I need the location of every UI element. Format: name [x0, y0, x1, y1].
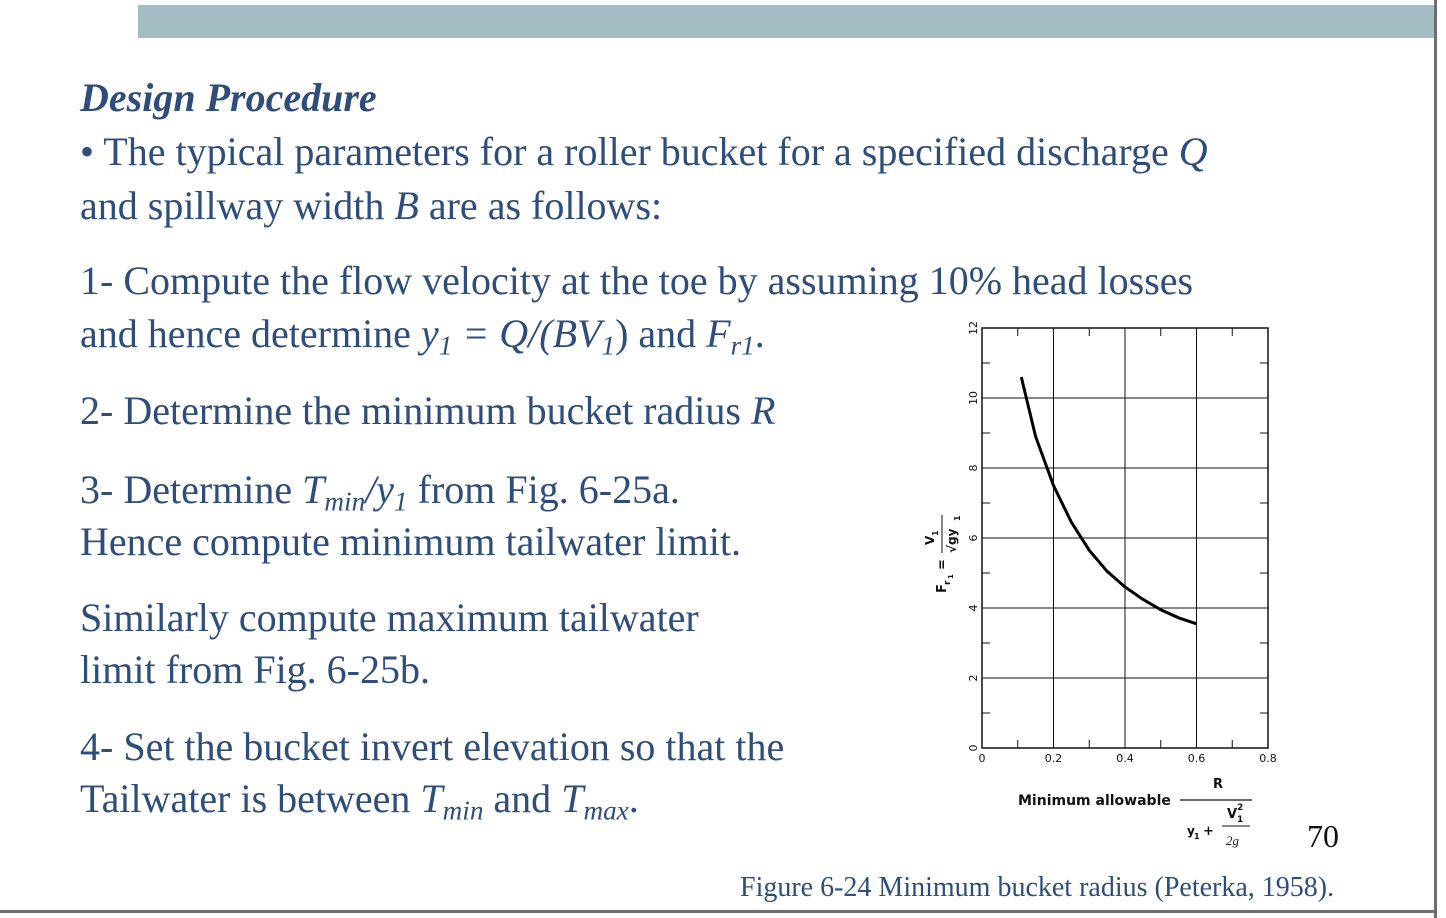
- x-tick-label: 0: [978, 752, 986, 765]
- y-tick-label: 4: [967, 604, 980, 612]
- data-series-line: [1021, 377, 1196, 624]
- x-axis-frac-y-sub: 1: [1194, 832, 1200, 841]
- x-axis-frac-V: V: [1227, 807, 1238, 822]
- intro-line-1: • The typical parameters for a roller bucket for a specified discharge Q: [80, 129, 1208, 174]
- y-axis-denominator-sub: 1: [953, 515, 962, 521]
- y-axis-F-subsub: 1: [947, 574, 955, 579]
- x-axis-title-prefix: Minimum allowable: [1018, 793, 1171, 809]
- step4-line-1: 4- Set the bucket invert elevation so that the: [80, 724, 785, 769]
- y-axis-title: [923, 515, 962, 593]
- y-axis-numerator: V: [923, 535, 937, 545]
- y-tick-label: 2: [967, 674, 980, 682]
- step2: 2- Determine the minimum bucket radius R: [80, 388, 776, 433]
- x-axis-frac-V-sup: 2: [1237, 803, 1244, 813]
- similarly-line-1: Similarly compute maximum tailwater: [80, 595, 699, 640]
- similarly-line-2: limit from Fig. 6-25b.: [80, 647, 430, 692]
- chart-tick-labels: [967, 321, 1277, 765]
- x-tick-label: 0.4: [1116, 752, 1134, 765]
- step3-line-2: Hence compute minimum tailwater limit.: [80, 519, 741, 564]
- y-tick-label: 12: [967, 321, 980, 335]
- x-axis-frac-numerator: R: [1213, 777, 1224, 792]
- x-axis-frac-2g: 2g: [1226, 833, 1239, 848]
- step3-line-1: 3- Determine $T_{min}/y_1$ from Fig. 6-25a.: [80, 467, 680, 517]
- y-axis-F-sub: r: [943, 580, 953, 585]
- y-tick-label: 0: [967, 744, 980, 752]
- step4-line-2: Tailwater is between $T_{min}$ and $T_{max}$.: [80, 776, 639, 826]
- step1-line-1: 1- Compute the flow velocity at the toe by assuming 10% head losses: [80, 258, 1194, 303]
- y-tick-label: 8: [967, 464, 980, 472]
- x-tick-label: 0.6: [1187, 752, 1206, 765]
- y-axis-denominator: √gy: [945, 528, 959, 553]
- y-axis-F: F: [935, 584, 950, 593]
- y-tick-label: 10: [967, 391, 980, 405]
- step1-line-2: and hence determine $y_1 = Q/(BV_1)$ and $F_{r1}$.: [80, 311, 765, 361]
- page-number: 70: [1307, 818, 1339, 854]
- x-tick-label: 0.8: [1259, 752, 1277, 765]
- intro-line-2: and spillway width B are as follows:: [80, 183, 663, 228]
- x-tick-label: 0.2: [1044, 752, 1063, 765]
- y-tick-label: 6: [967, 534, 980, 542]
- y-axis-equals: =: [935, 559, 950, 570]
- x-axis-frac-V-sub: 1: [1237, 815, 1244, 825]
- x-axis-frac-y: y: [1187, 824, 1195, 838]
- heading: Design Procedure: [80, 75, 377, 120]
- y-axis-numerator-sub: 1: [931, 530, 940, 536]
- x-axis-frac-plus: +: [1203, 824, 1214, 839]
- figure-caption: Figure 6-24 Minimum bucket radius (Peterka, 1958).: [740, 872, 1335, 903]
